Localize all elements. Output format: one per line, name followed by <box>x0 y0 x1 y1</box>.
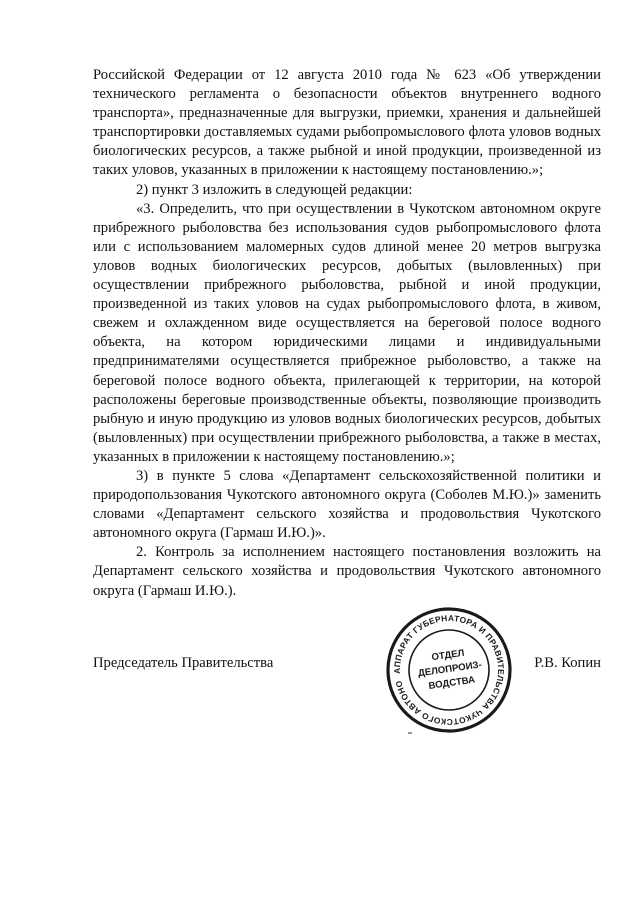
paragraph-item-3-quote: «3. Определить, что при осуществлении в Чукотском автономном округе прибрежного рыболовства без использования судов рыбопромыслового флота или с использованием маломерных судов длиной менее 20 метров выгрузка уловов водных биологических ресурсов, добытых (выловленных) при осуществлении прибрежного рыболовства, рыбной и иной продукции, произведенной из таких уловов на судах рыбопромыслового флота, в живом, свежем и охлажденном виде осуществляется на береговой полосе водного объекта, на котором юридическими лицами и индивидуальными предпринимателями осуществляется прибрежное рыболовство, а также на береговой полосе водного объекта, прилегающей к территории, на которой расположены береговые производственные объекты, позволяющие производить рыбную и иную продукцию из уловов водных биологических ресурсов, добытых (выловленных) при осуществлении прибрежного рыболовства, а также в местах, указанных в приложении к настоящему постановлению.»; <box>93 200 601 465</box>
stamp-ring-text: АППАРАТ ГУБЕРНАТОРА И ПРАВИТЕЛЬСТВА ЧУКОТСКОГО АВТОНОМНОГО <box>391 612 507 728</box>
paragraph-continuation: Российской Федерации от 12 августа 2010 года № 623 «Об утверждении технического регламента о безопасности объектов внутреннего водного транспорта», предназначенные для выгрузки, приемки, хранения и дальнейшей транспортировки доставляемых судами рыбопромыслового флота уловов водных биологических ресурсов, а также рыбной и иной продукции, произведенной из таких уловов, указанных в приложении к настоящему постановлению.»; <box>93 67 601 179</box>
official-seal-stamp <box>384 605 514 735</box>
paragraph-item-3-point-5: 3) в пункте 5 слова «Департамент сельскохозяйственной политики и природопользования Чукотского автономного округа (Соболев М.Ю.)» заменить словами «Департамент сельского хозяйства и продовольствия Чукотского автономного округа (Гармаш И.Ю.)». <box>93 467 601 542</box>
signature-block <box>93 654 601 678</box>
paragraph-control: 2. Контроль за исполнением настоящего постановления возложить на Департамент сельского хозяйства и продовольствия Чукотского автономного округа (Гармаш И.Ю.). <box>93 544 601 599</box>
stamp-line-2: ДЕЛОПРОИЗ- <box>417 659 483 680</box>
signatory-title: Председатель Правительства <box>93 655 274 671</box>
document-body <box>93 66 601 601</box>
stamp-line-1: ОТДЕЛ <box>430 647 466 664</box>
paragraph-item-2: 2) пункт 3 изложить в следующей редакции: <box>136 181 413 198</box>
ink-dot <box>408 732 412 734</box>
stamp-line-3: ВОДСТВА <box>427 674 476 692</box>
signatory-name: Р.В. Копин <box>534 655 601 671</box>
